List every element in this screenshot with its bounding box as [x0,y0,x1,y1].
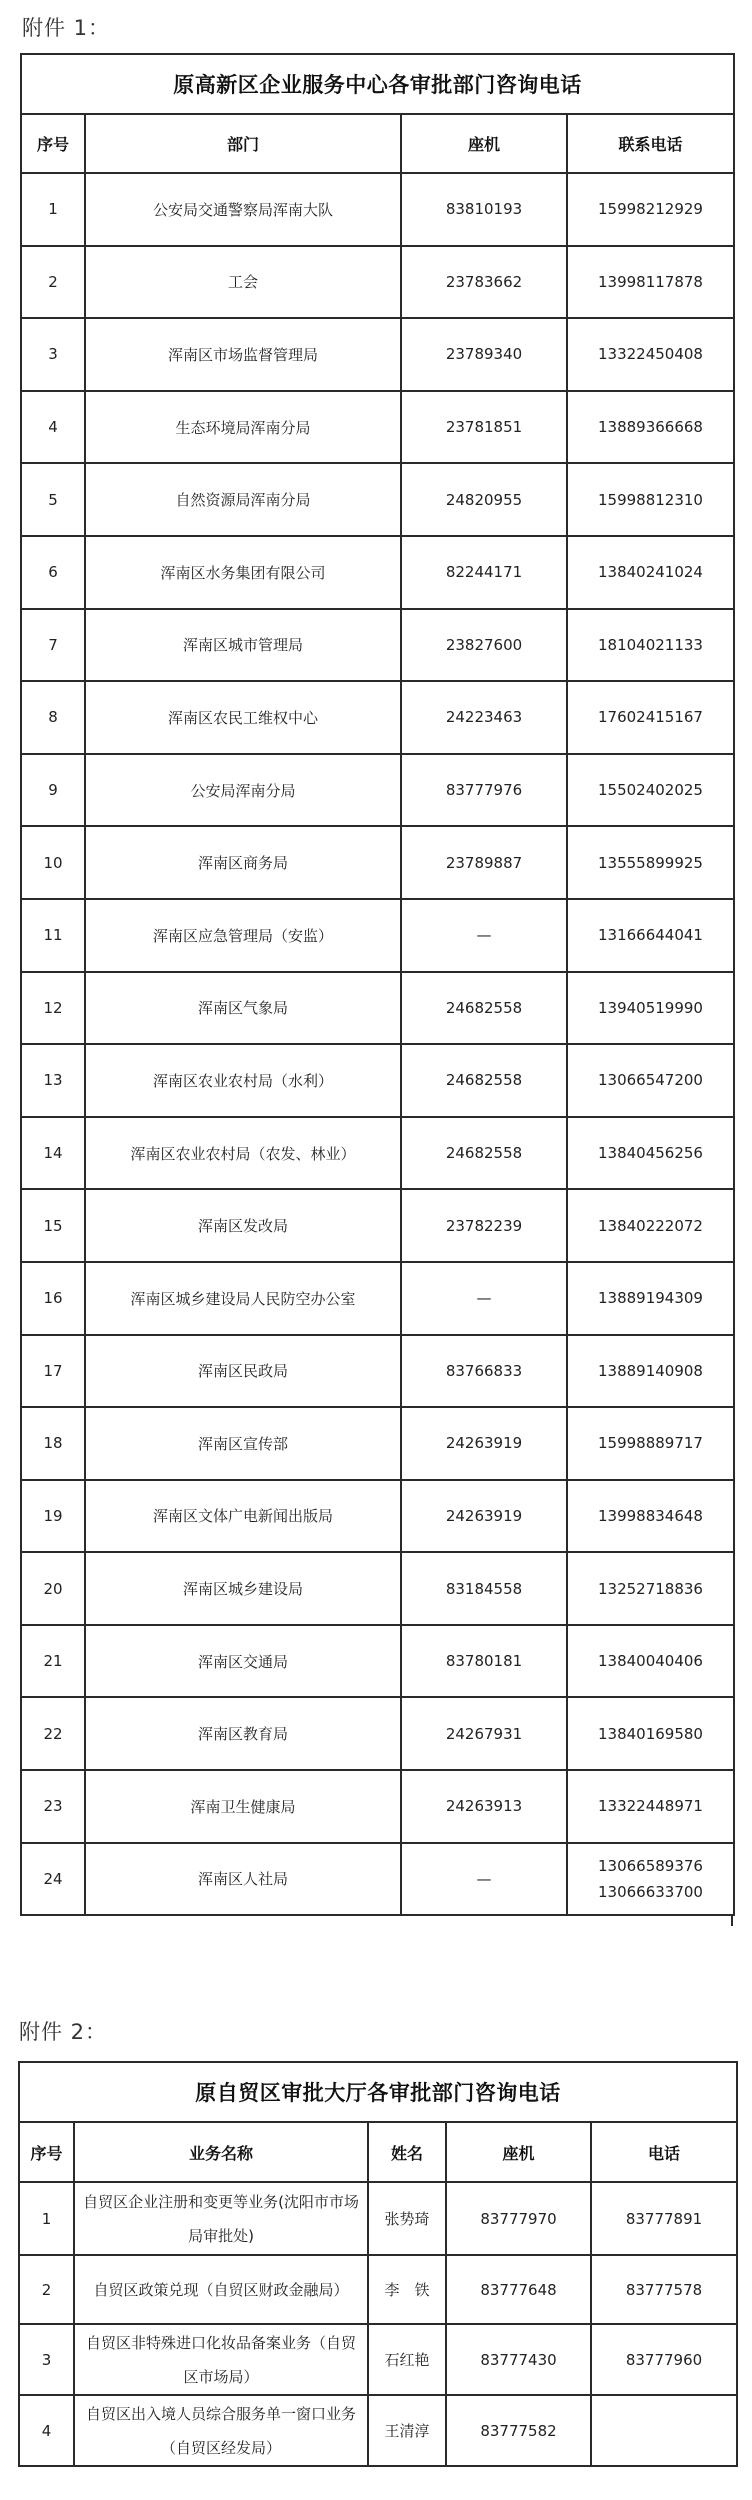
row-number: 20 [21,1552,85,1625]
landline-cell: 83777582 [446,2395,591,2466]
attachment-2-label: 附件 2： [19,2020,108,2044]
table-row [19,2182,737,2255]
department-cell: 浑南区农业农村局（农发、林业） [85,1117,401,1190]
phone-cell: 83777960 [591,2324,737,2395]
business-name-cell: 自贸区出入境人员综合服务单一窗口业务（自贸区经发局） [74,2395,368,2466]
column-header-landline: 座机 [446,2122,591,2182]
table-2-header-row [19,2122,737,2182]
department-cell: 浑南区应急管理局（安监） [85,899,401,972]
landline-cell: 83777970 [446,2182,591,2255]
landline-cell: 24820955 [401,463,567,536]
table-row [19,2255,737,2324]
row-number: 10 [21,826,85,899]
landline-cell: 24263913 [401,1770,567,1843]
table-row [21,609,734,682]
table-row [21,826,734,899]
attachment-2-table [18,2061,738,2467]
row-number: 17 [21,1335,85,1408]
landline-cell: 82244171 [401,536,567,609]
landline-cell: 23827600 [401,609,567,682]
row-number: 15 [21,1189,85,1262]
phone-cell: 13940519990 [567,972,734,1045]
phone-cell: 13840456256 [567,1117,734,1190]
landline-cell: 23789340 [401,318,567,391]
department-cell: 浑南区农民工维权中心 [85,681,401,754]
table-row [21,972,734,1045]
row-number: 23 [21,1770,85,1843]
contact-name-cell: 李 铁 [368,2255,446,2324]
table-row [21,1843,734,1916]
table-row [21,1770,734,1843]
phone-cell: 13066547200 [567,1044,734,1117]
landline-cell: 83780181 [401,1625,567,1698]
landline-cell: — [401,1843,567,1916]
phone-cell: 15998812310 [567,463,734,536]
landline-cell: 83810193 [401,173,567,246]
table-row [21,1552,734,1625]
row-number: 21 [21,1625,85,1698]
business-name-cell: 自贸区政策兑现（自贸区财政金融局） [74,2255,368,2324]
table-2-title: 原自贸区审批大厅各审批部门咨询电话 [19,2062,737,2122]
table-row [21,1480,734,1553]
phone-cell: 13998117878 [567,246,734,319]
landline-cell: 23782239 [401,1189,567,1262]
column-header-business: 业务名称 [74,2122,368,2182]
table-row [21,1189,734,1262]
phone-cell: 83777578 [591,2255,737,2324]
landline-cell: 23789887 [401,826,567,899]
phone-cell: 17602415167 [567,681,734,754]
phone-cell: 13322450408 [567,318,734,391]
column-header-no: 序号 [21,114,85,173]
table-row [21,318,734,391]
phone-cell: 13889140908 [567,1335,734,1408]
phone-cell: 13840222072 [567,1189,734,1262]
table-row [21,391,734,464]
table-row [19,2324,737,2395]
row-number: 5 [21,463,85,536]
department-cell: 公安局交通警察局浑南大队 [85,173,401,246]
landline-cell: 24682558 [401,1044,567,1117]
phone-cell: 13166644041 [567,899,734,972]
phone-value: 13066589376 [598,1856,703,1875]
row-number: 12 [21,972,85,1045]
row-number: 2 [19,2255,74,2324]
row-number: 3 [21,318,85,391]
table-1-title: 原高新区企业服务中心各审批部门咨询电话 [21,54,734,114]
department-cell: 浑南区发改局 [85,1189,401,1262]
row-number: 18 [21,1407,85,1480]
table-row [21,754,734,827]
table-row [21,1625,734,1698]
department-cell: 公安局浑南分局 [85,754,401,827]
column-header-name: 姓名 [368,2122,446,2182]
table-1-header-row [21,114,734,173]
row-number: 14 [21,1117,85,1190]
phone-cell: 83777891 [591,2182,737,2255]
phone-value-2: 13066633700 [598,1882,703,1901]
department-cell: 浑南区城乡建设局人民防空办公室 [85,1262,401,1335]
phone-cell: 13555899925 [567,826,734,899]
contact-name-cell: 石红艳 [368,2324,446,2395]
table-row [21,1117,734,1190]
table-row [21,173,734,246]
department-cell: 浑南区民政局 [85,1335,401,1408]
landline-cell: 83777648 [446,2255,591,2324]
phone-cell: 15998212929 [567,173,734,246]
phone-cell: 15998889717 [567,1407,734,1480]
department-cell: 浑南区文体广电新闻出版局 [85,1480,401,1553]
business-name-cell: 自贸区企业注册和变更等业务(沈阳市市场局审批处) [74,2182,368,2255]
landline-cell: 83184558 [401,1552,567,1625]
department-cell: 工会 [85,246,401,319]
phone-cell: 13840169580 [567,1697,734,1770]
row-number: 1 [19,2182,74,2255]
department-cell: 浑南卫生健康局 [85,1770,401,1843]
department-cell: 浑南区人社局 [85,1843,401,1916]
landline-cell: 83777976 [401,754,567,827]
landline-cell: 24682558 [401,972,567,1045]
landline-cell: 24267931 [401,1697,567,1770]
landline-cell: 24263919 [401,1407,567,1480]
phone-cell: 15502402025 [567,754,734,827]
landline-cell: 23783662 [401,246,567,319]
phone-cell: 13252718836 [567,1552,734,1625]
table-row [19,2395,737,2466]
row-number: 19 [21,1480,85,1553]
row-number: 7 [21,609,85,682]
column-header-phone: 电话 [591,2122,737,2182]
phone-cell [591,2395,737,2466]
department-cell: 浑南区交通局 [85,1625,401,1698]
department-cell: 浑南区城市管理局 [85,609,401,682]
phone-cell: 18104021133 [567,609,734,682]
table-row [21,681,734,754]
landline-cell: 24682558 [401,1117,567,1190]
attachment-1-label: 附件 1： [22,16,111,40]
business-name-cell: 自贸区非特殊进口化妆品备案业务（自贸区市场局） [74,2324,368,2395]
department-cell: 浑南区教育局 [85,1697,401,1770]
row-number: 8 [21,681,85,754]
column-header-dept: 部门 [85,114,401,173]
row-number: 22 [21,1697,85,1770]
department-cell: 浑南区商务局 [85,826,401,899]
department-cell: 生态环境局浑南分局 [85,391,401,464]
landline-cell: 24223463 [401,681,567,754]
department-cell: 浑南区水务集团有限公司 [85,536,401,609]
department-cell: 浑南区市场监督管理局 [85,318,401,391]
column-header-no: 序号 [19,2122,74,2182]
row-number: 6 [21,536,85,609]
column-header-landline: 座机 [401,114,567,173]
phone-cell: 13322448971 [567,1770,734,1843]
landline-cell: 83777430 [446,2324,591,2395]
contact-name-cell: 王清淳 [368,2395,446,2466]
row-number: 4 [21,391,85,464]
row-number: 16 [21,1262,85,1335]
department-cell: 浑南区气象局 [85,972,401,1045]
phone-cell [567,1843,734,1916]
table-row [21,246,734,319]
phone-cell: 13889366668 [567,391,734,464]
table-1-edge-tick [731,1916,733,1926]
attachment-1-table [20,53,735,1916]
landline-cell: 83766833 [401,1335,567,1408]
table-row [21,463,734,536]
phone-cell: 13889194309 [567,1262,734,1335]
row-number: 4 [19,2395,74,2466]
department-cell: 浑南区农业农村局（水利） [85,1044,401,1117]
department-cell: 浑南区城乡建设局 [85,1552,401,1625]
department-cell: 自然资源局浑南分局 [85,463,401,536]
landline-cell: — [401,1262,567,1335]
row-number: 13 [21,1044,85,1117]
table-row [21,899,734,972]
phone-cell: 13840040406 [567,1625,734,1698]
table-row [21,1697,734,1770]
table-row [21,1407,734,1480]
row-number: 24 [21,1843,85,1916]
landline-cell: 24263919 [401,1480,567,1553]
table-row [21,1262,734,1335]
row-number: 2 [21,246,85,319]
contact-name-cell: 张势琦 [368,2182,446,2255]
phone-cell: 13840241024 [567,536,734,609]
column-header-phone: 联系电话 [567,114,734,173]
table-row [21,536,734,609]
row-number: 1 [21,173,85,246]
table-row [21,1335,734,1408]
landline-cell: — [401,899,567,972]
row-number: 9 [21,754,85,827]
table-row [21,1044,734,1117]
department-cell: 浑南区宣传部 [85,1407,401,1480]
phone-cell: 13998834648 [567,1480,734,1553]
row-number: 11 [21,899,85,972]
row-number: 3 [19,2324,74,2395]
landline-cell: 23781851 [401,391,567,464]
